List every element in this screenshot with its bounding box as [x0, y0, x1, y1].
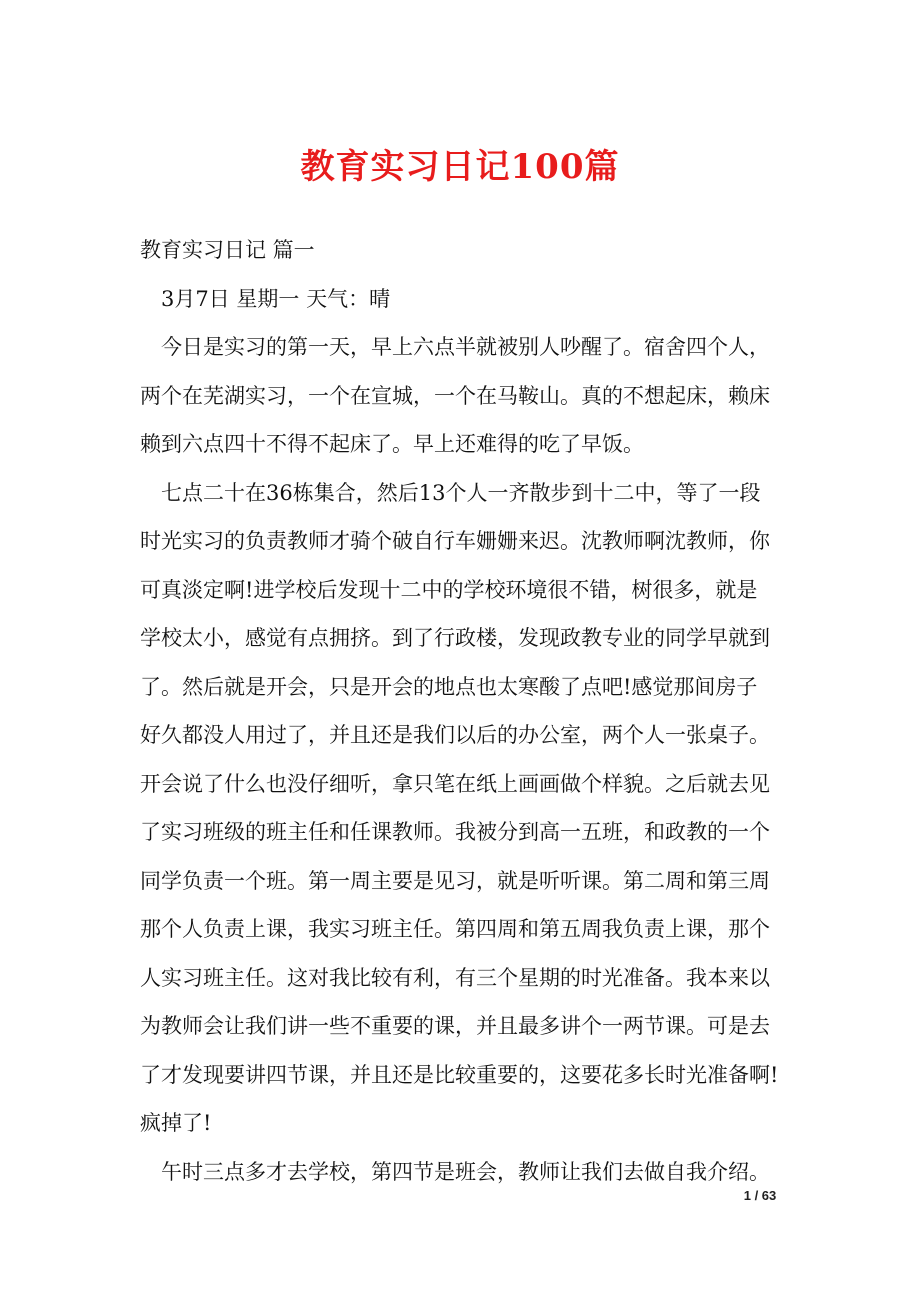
paragraph-1-line: 今日是实习的第一天，早上六点半就被别人吵醒了。宿舍四个人，: [161, 335, 770, 359]
page-number: 1 / 63: [743, 1188, 777, 1203]
paragraph-2-line: 那个人负责上课，我实习班主任。第四周和第五周我负责上课，那个: [140, 917, 770, 941]
paragraph-2-line: 了实习班级的班主任和任课教师。我被分到高一五班，和政教的一个: [140, 820, 770, 844]
paragraph-2-line: 疯掉了!: [140, 1111, 212, 1135]
paragraph-1-line: 赖到六点四十不得不起床了。早上还难得的吃了早饭。: [140, 432, 644, 456]
paragraph-2-line: 了。然后就是开会，只是开会的地点也太寒酸了点吧!感觉那间房子: [140, 674, 758, 699]
paragraph-2-line: 为教师会让我们讲一些不重要的课，并且最多讲个一两节课。可是去: [140, 1014, 770, 1038]
document-body: [140, 226, 800, 1196]
paragraph-2-line: 可真淡定啊!进学校后发现十二中的学校环境很不错，树很多，就是: [140, 577, 758, 602]
section-heading: 教育实习日记 篇一: [140, 238, 315, 262]
paragraph-2-line: 同学负责一个班。第一周主要是见习，就是听听课。第二周和第三周: [140, 868, 770, 893]
document-title: 教育实习日记100篇: [300, 147, 620, 187]
paragraph-2-line: 开会说了什么也没仔细听，拿只笔在纸上画画做个样貌。之后就去见: [140, 771, 770, 796]
paragraph-2-line: 七点二十在36栋集合，然后13个人一齐散步到十二中，等了一段: [161, 480, 761, 505]
paragraph-1-line: 两个在芜湖实习，一个在宣城，一个在马鞍山。真的不想起床，赖床: [140, 383, 770, 408]
paragraph-2-line: 好久都没人用过了，并且还是我们以后的办公室，两个人一张桌子。: [140, 723, 770, 747]
date-line: 3月7日 星期一 天气：晴: [161, 286, 391, 311]
paragraph-2-line: 学校太小，感觉有点拥挤。到了行政楼，发现政教专业的同学早就到: [140, 626, 770, 650]
paragraph-2-line: 人实习班主任。这对我比较有利，有三个星期的时光准备。我本来以: [140, 965, 770, 990]
paragraph-2-line: 了才发现要讲四节课，并且还是比较重要的，这要花多长时光准备啊!: [140, 1062, 779, 1087]
paragraph-2-line: 时光实习的负责教师才骑个破自行车姗姗来迟。沈教师啊沈教师，你: [140, 529, 770, 553]
paragraph-3-line: 午时三点多才去学校，第四节是班会，教师让我们去做自我介绍。: [161, 1159, 770, 1184]
